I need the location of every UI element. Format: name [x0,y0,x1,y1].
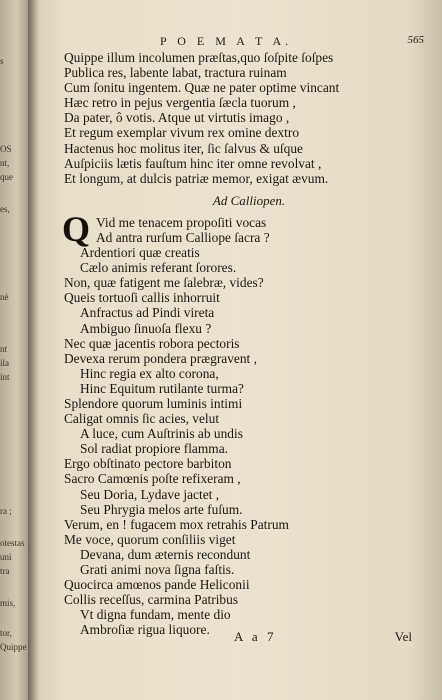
verse-line: Vt digna fundam, mente dio [80,607,231,623]
verse-line: Grati animi nova ſigna faſtis. [80,562,235,577]
prev-page-fragment: nt [0,344,8,354]
verse-line: Auſpiciis lætis fauſtum hinc iter omne revolvat , [64,155,322,171]
verse-line: Sacro Camœnis poſte refixeram , [64,471,241,487]
poem-title: Ad Calliopen. [212,192,286,208]
verse-line: Ardentiori quæ creatis [80,245,200,261]
verse-line: Cælo animis referant ſorores. [80,260,237,276]
prev-page-fragment: s [0,56,4,66]
prev-page-fragment: nt, [0,158,10,168]
prev-page-fragment: uni [0,552,12,562]
page-header [40,34,442,50]
prev-page-fragment: tra [0,566,10,576]
verse-line: Splendore quorum luminis intimi [64,395,243,411]
prev-page-fragment: otestas [0,538,25,548]
verse-line: Quocirca amœnos pande Heliconii [64,577,250,593]
signature-mark: A a 7 [234,629,277,644]
verse-line: Hactenus hoc molitus iter, ſic ſalvus & uſque [64,140,303,156]
verse-line: Ad antra rurſum Calliope ſacra ? [96,229,270,245]
verse-line: Ambiguo ſinuoſa flexu ? [80,320,212,336]
verse-line: Collis receſſus, carmina Patribus [64,592,239,608]
catchword: Vel [394,629,412,644]
prev-page-fragment: OS [0,144,12,154]
verse-line: Me voce, quorum conſiliis viget [64,531,236,547]
verse-line: Ambroſiæ rigua liquore. [80,622,210,638]
prev-page-fragment: tor, [0,628,12,638]
previous-page-edge [0,0,28,700]
prev-page-fragment: ra ; [0,506,12,516]
prev-page-fragment: que [0,172,13,182]
book-page [40,0,442,700]
prev-page-fragment: ila [0,358,9,368]
verse-line: Hinc Equitum rutilante turma? [80,380,244,396]
verse-line: Anfractus ad Pindi vireta [80,305,215,321]
verse-line: Devexa rerum pondera prægravent , [64,350,257,366]
verse-line: Queis tortuoſi callis inhorruit [64,290,220,306]
verse-line: Verum, en ! fugacem mox retrahis Patrum [64,516,289,532]
verse-line: Caligat omnis ſic acies, velut [64,411,220,427]
verse-line: Devana, dum æternis recondunt [80,546,251,562]
verse-line: A luce, cum Auſtrinis ab undis [80,426,243,442]
verse-line: Quippe illum incolumen præſtas,quo ſoſpite ſoſpes [64,50,334,65]
verse-line: Seu Phrygia melos arte fuſum. [80,501,243,517]
verse-line: Hinc regia ex alto corona, [80,365,219,381]
verse-line: Publica res, labente labat, tractura ruinam [64,65,287,81]
page-number: 565 [407,34,424,46]
verse-line: Da pater, ô votis. Atque ut virtutis imago , [64,110,290,126]
poem-body [64,245,434,637]
drop-cap: Q [62,208,91,249]
verse-line: Sol radiat propiore flamma. [80,441,228,457]
verse-line: Nec quæ jacentis robora pectoris [64,335,240,351]
running-title: P O E M A T A. [160,34,293,48]
verse-line: Cum ſonitu ingentem. Quæ ne pater optime vincant [64,80,340,96]
prev-page-fragment: int [0,372,10,382]
verse-line: Vid me tenacem propoſiti vocas [96,214,267,230]
dropcap-block [62,208,434,249]
verse-line: Et longum, at dulcis patriæ memor, exigat ævum. [64,170,329,186]
page-footer [40,629,442,645]
verse-line: Hæc retro in pejus vergentia ſæcla tuorum , [64,95,296,111]
page-text [64,50,434,637]
prev-page-fragment: es, [0,204,10,214]
verse-line: Ergo obſtinato pectore barbiton [64,456,232,472]
prev-page-fragment: nè [0,292,9,302]
verse-line: Seu Doria, Lydave jactet , [80,486,220,502]
verse-line: Et regum exemplar vivum rex omine dextro [64,125,300,141]
verse-line: Non, quæ fatigent me ſalebræ, vides? [64,275,264,291]
prev-page-fragment: mis, [0,598,16,608]
prev-page-fragment: Quippe [0,642,27,652]
